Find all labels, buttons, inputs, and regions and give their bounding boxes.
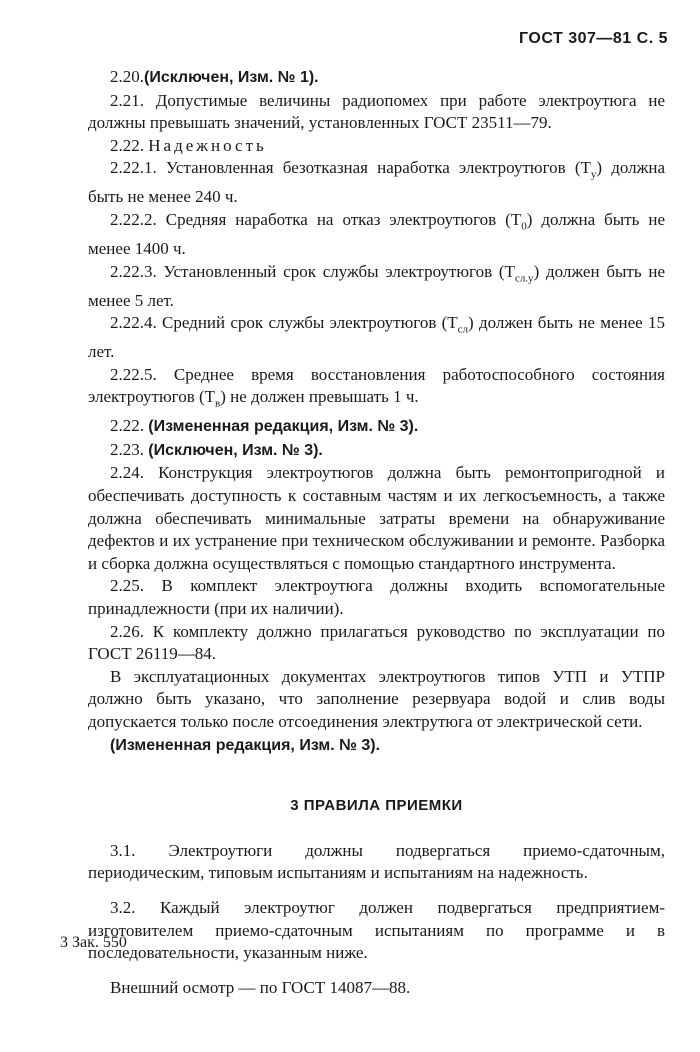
section-3-title: 3 ПРАВИЛА ПРИЕМКИ (290, 797, 463, 815)
paragraph-2-22-3 (88, 261, 665, 313)
subscript: 0 (521, 220, 527, 233)
text-run: ) должна быть не менее 240 ч. (88, 158, 665, 207)
paragraph-2-22-1 (88, 157, 665, 209)
text-run: 2.22.3. Установленный срок службы электроутюгов (T (110, 261, 515, 281)
amendment-note: (Исключен, Изм. № 3). (148, 441, 323, 459)
paragraph-2-25: 2.25. В комплект электроутюга должны входить вспомогательные принадлежности (при их наличии). (88, 576, 665, 619)
paragraph-2-26-continued: В эксплуатационных документах электроутюгов типов УТП и УТПР должно быть указано, что заполнение резервуара водой и слив воды допускается только после отсоединения электрутюга от электрической сети. (88, 666, 665, 731)
spacer (88, 965, 665, 977)
paragraph-3-2: 3.2. Каждый электроутюг должен подвергаться предприятием-изготовителем приемо-сдаточным испытаниям по программе и в последовательности, указанным ниже. (88, 897, 665, 963)
paragraph-2-26: 2.26. К комплекту должно прилагаться руководство по эксплуатации по ГОСТ 26119—84. (88, 621, 665, 664)
paragraph-number: 2.22. (110, 416, 144, 436)
paragraph-number: 2.23. (110, 439, 144, 459)
text-run: 2.22.2. Средняя наработка на отказ электроутюгов (T (110, 209, 522, 229)
spacer (88, 885, 665, 897)
paragraph-2-24: 2.24. Конструкция электроутюгов должна быть ремонтопригодной и обеспечивать доступность к составным частям и их легкосъемность, а также должна обеспечивать минимальные затраты времени на обнаруживание дефектов и их устранение при техническом обслуживании и ремонте. Разборка и сборка должна осуществляться с помощью стандартного инструмента. (88, 463, 665, 573)
paragraph-2-22-amendment (88, 415, 665, 439)
subsection-title: Надежность (148, 135, 267, 155)
amendment-note: (Исключен, Изм. № 1). (144, 69, 319, 86)
page-footer: 3 Зак. 550 (60, 934, 127, 951)
paragraph-2-23 (88, 439, 665, 463)
subscript: сл.у (514, 271, 534, 284)
subscript: у (590, 168, 597, 181)
amendment-note: (Измененная редакция, Изм. № 3). (110, 736, 381, 754)
page-header: ГОСТ 307—81 С. 5 (519, 30, 668, 47)
paragraph-3-2-continued: Внешний осмотр — по ГОСТ 14087—88. (110, 977, 411, 997)
document-body (88, 66, 665, 999)
text-run: ) должна быть не менее 1400 ч. (88, 209, 665, 258)
text-run: 2.22.5. Среднее время восстановления работоспособного состояния электроутюгов (T (88, 364, 665, 407)
text-run: ) должен быть не менее 15 лет. (88, 313, 665, 362)
paragraph-2-20 (88, 66, 665, 90)
text-run: 2.22.4. Средний срок службы электроутюгов (T (110, 313, 458, 333)
paragraph-2-22-5 (88, 364, 665, 416)
paragraph-2-21: 2.21. Допустимые величины радиопомех при работе электроутюга не должны превышать значений, установленных ГОСТ 23511—79. (88, 90, 665, 133)
amendment-note: (Измененная редакция, Изм. № 3). (148, 418, 419, 436)
amendment-final (88, 734, 665, 758)
paragraph-2-22-4 (88, 312, 665, 364)
subscript: сл (457, 323, 469, 336)
subscript: в (215, 397, 221, 410)
text-run: ) не должен превышать 1 ч. (220, 387, 419, 407)
paragraph-2-22-2 (88, 209, 665, 261)
paragraph-2-22 (88, 135, 665, 158)
paragraph-3-1: 3.1. Электроутюги должны подвергаться приемо-сдаточным, периодическим, типовым испытаниям и испытаниям на надежность. (88, 840, 665, 883)
text-run: ) должен быть не менее 5 лет. (88, 261, 665, 310)
paragraph-number: 2.20. (110, 67, 144, 86)
text-run: 2.22.1. Установленная безотказная наработка электроутюгов (T (110, 158, 591, 178)
paragraph-number: 2.22. (110, 135, 144, 155)
